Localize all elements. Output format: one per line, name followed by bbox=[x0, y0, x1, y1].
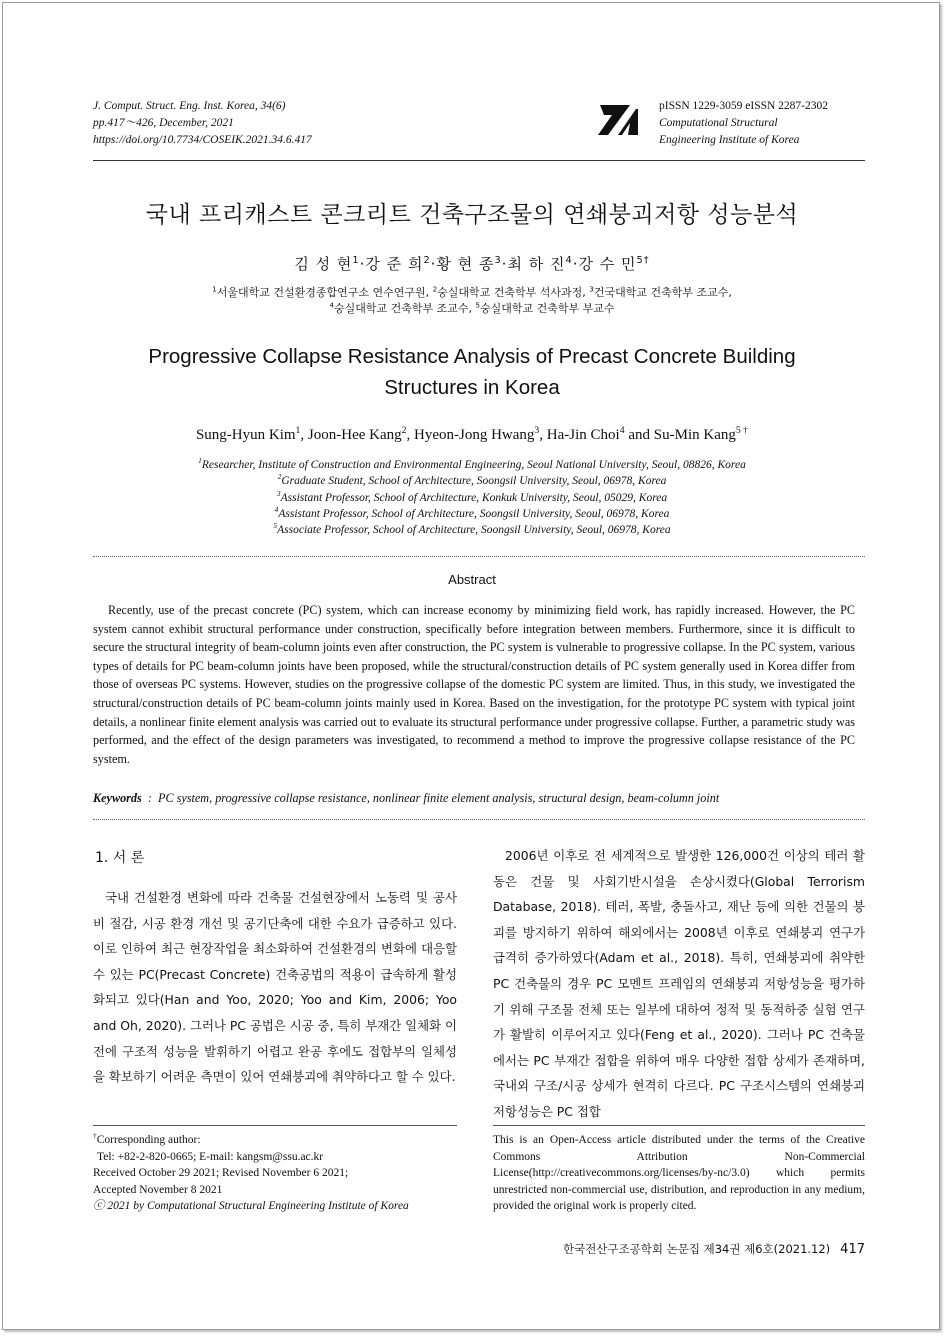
affil-mark: 4 bbox=[329, 300, 334, 310]
korean-affiliation: 숭실대학교 건축학부 부교수 bbox=[480, 302, 615, 315]
author-separator: · bbox=[359, 255, 366, 273]
author-footnote bbox=[93, 1132, 457, 1215]
english-affiliation bbox=[3, 490, 941, 506]
affil-mark: 2 bbox=[277, 472, 282, 482]
society-header bbox=[659, 98, 828, 149]
korean-affiliation: 서울대학교 건설환경종합연구소 연수연구원, bbox=[216, 286, 433, 299]
affil-mark: 1 bbox=[212, 284, 217, 294]
keywords-separator: : bbox=[141, 791, 158, 805]
author-affil-mark: 1 bbox=[352, 255, 360, 266]
keywords-label: Keywords bbox=[93, 791, 142, 805]
footer-journal: 한국전산구조공학회 논문집 제34권 제6호(2021.12) bbox=[562, 1242, 831, 1256]
english-affiliation-text: Assistant Professor, School of Architecture, Soongsil University, Seoul, 06978, Korea bbox=[278, 507, 670, 520]
author-affil-mark: 2 bbox=[401, 425, 407, 436]
english-affiliation-text: Graduate Student, School of Architecture, Soongsil University, Seoul, 06978, Korea bbox=[281, 475, 667, 488]
korean-author-name: 김 성 현 bbox=[294, 255, 353, 273]
english-title-line-1: Progressive Collapse Resistance Analysis of Precast Concrete Building bbox=[148, 345, 796, 368]
page-range: pp.417～426, December, 2021 bbox=[93, 117, 234, 129]
korean-affiliation: 숭실대학교 건축학부 석사과정, bbox=[437, 286, 590, 299]
english-title bbox=[63, 341, 881, 403]
abstract-top-rule bbox=[93, 556, 865, 557]
author-affil-mark: 4 bbox=[565, 255, 573, 266]
doi-link[interactable]: https://doi.org/10.7734/COSEIK.2021.34.6.417 bbox=[93, 134, 312, 146]
author-separator: · bbox=[572, 255, 579, 273]
author-separator: · bbox=[430, 255, 437, 273]
english-author-name: Hyeon-Jong Hwang bbox=[414, 427, 535, 443]
coseik-logo-icon bbox=[596, 103, 640, 137]
english-affiliation-text: Researcher, Institute of Construction and Environmental Engineering, Seoul National University, Seoul, 08826, Korea bbox=[201, 459, 746, 471]
english-affiliation bbox=[3, 522, 941, 538]
journal-citation: J. Comput. Struct. Eng. Inst. Korea, 34(6) bbox=[93, 100, 286, 112]
affil-mark: 2 bbox=[432, 284, 438, 294]
author-affil-mark: 5† bbox=[636, 255, 650, 266]
society-name-2: Engineering Institute of Korea bbox=[659, 134, 800, 146]
copyright: ⓒ 2021 by Computational Structural Engineering Institute of Korea bbox=[93, 1200, 409, 1212]
paper-page bbox=[2, 2, 940, 1330]
korean-affiliations bbox=[3, 285, 941, 317]
korean-author-name: 강 준 희 bbox=[365, 255, 424, 273]
author-affil-mark: 3 bbox=[494, 255, 502, 266]
keywords-text: PC system, progressive collapse resistance, nonlinear finite element analysis, structural design, beam-column joint bbox=[158, 791, 720, 805]
author-separator: , bbox=[539, 427, 547, 443]
page-footer bbox=[503, 1241, 865, 1257]
abstract-heading: Abstract bbox=[448, 572, 496, 587]
affil-mark: 1 bbox=[198, 456, 202, 466]
society-name-1: Computational Structural bbox=[659, 117, 778, 129]
english-title-line-2: Structures in Korea bbox=[384, 376, 560, 399]
footnote-rule-right bbox=[493, 1125, 865, 1126]
footnote-rule-left bbox=[93, 1125, 457, 1126]
dagger-mark: † bbox=[93, 1131, 97, 1141]
korean-affiliation: 건국대학교 건축학부 조교수, bbox=[593, 286, 732, 299]
contact-info: Tel: +82-2-820-0665; E-mail: kangsm@ssu.ac.kr bbox=[97, 1150, 324, 1163]
author-separator: · bbox=[501, 255, 508, 273]
english-affiliation-text: Assistant Professor, School of Architecture, Konkuk University, Seoul, 05029, Korea bbox=[280, 491, 668, 504]
header-rule bbox=[93, 160, 865, 161]
affil-mark: 4 bbox=[274, 505, 279, 515]
author-separator: and bbox=[624, 427, 654, 443]
keywords bbox=[93, 791, 865, 806]
affil-mark: 5 bbox=[273, 521, 278, 531]
korean-affiliation: 숭실대학교 건축학부 조교수, bbox=[333, 302, 476, 315]
page-number: 417 bbox=[840, 1242, 865, 1257]
author-affil-mark: 3 bbox=[534, 425, 540, 436]
abstract-text: Recently, use of the precast concrete (PC) system, which can increase economy by minimizing field work, has rapidly increased. However, the PC system cannot exhibit structural performance under construction, specifically before integration between members. Furthermore, since it is difficult to secure the structural integrity of beam-column joints even after construction, the PC system is vulnerable to progressive collapse. In the PC system, various types of details for PC beam-column joints have been proposed, while the structural/construction details of PC system generally used in Korea differ from those of overseas PC systems. However, studies on the progressive collapse of the domestic PC system are limited. Thus, in this study, we investigated the structural/construction details of PC beam-column joints mainly used in Korea. Based on the investigation, for the prototype PC system with typical joint details, a nonlinear finite element analysis was carried out to evaluate its structural performance under progressive collapse. Further, a parametric study was performed, and the effect of the design parameters was investigated, to recommend a method to improve the progressive collapse resistance of the PC system. bbox=[93, 603, 855, 766]
english-affiliations bbox=[3, 457, 941, 538]
corresponding-author: †Corresponding author: bbox=[93, 1131, 201, 1146]
keywords-bottom-rule bbox=[93, 819, 865, 820]
english-author-name: Joon-Hee Kang bbox=[307, 427, 402, 443]
korean-affiliation-line-1 bbox=[3, 285, 941, 301]
journal-header bbox=[93, 98, 312, 149]
korean-authors bbox=[3, 253, 941, 274]
english-author-name: Sung-Hyun Kim bbox=[195, 427, 296, 443]
received-date: Received October 29 2021; Revised November 6 2021; bbox=[93, 1167, 349, 1179]
author-affil-mark: 2 bbox=[423, 255, 431, 266]
english-author-name: Su-Min Kang bbox=[653, 427, 736, 443]
korean-title: 국내 프리캐스트 콘크리트 건축구조물의 연쇄붕괴저항 성능분석 bbox=[145, 202, 799, 228]
affil-mark: 3 bbox=[589, 284, 594, 294]
english-authors bbox=[3, 427, 941, 444]
author-affil-mark: 4 bbox=[619, 425, 625, 436]
intro-right-column: 2006년 이후로 전 세계적으로 발생한 126,000건 이상의 테러 활동은 건물 및 사회기반시설을 손상시켰다(Global Terrorism Database, 2018). 테러, 폭발, 충돌사고, 재난 등에 의한 건물의 붕괴를 방지하기 위하여 해외에서는 2008년 이후로 연쇄붕괴 연구가 급격히 증가하였다(Adam et al., 2018). 특히, 연쇄붕괴에 취약한 PC 건축물의 경우 PC 모멘트 프레임의 연쇄붕괴 저항성능을 평가하기 위해 구조물 전체 또는 일부에 대하여 정적 및 동적하중 실험 연구가 활발히 이루어지고 있다(Feng et al., 2020). 그러나 PC 건축물에서는 PC 부재간 접합을 위하여 매우 다양한 접합 상세가 존재하며, 국내외 구조/시공 상세가 현격히 다르다. PC 구조시스템의 연쇄붕괴 저항성능은 PC 접합 bbox=[493, 848, 865, 1119]
affil-mark: 3 bbox=[276, 488, 281, 498]
author-separator: , bbox=[406, 427, 415, 443]
intro-left-column: 국내 건설환경 변화에 따라 건축물 건설현장에서 노동력 및 공사비 절감, 시공 환경 개선 및 공기단축에 대한 수요가 급증하고 있다. 이로 인하여 최근 현장작업을 최소화하여 건설환경의 변화에 대응할 수 있는 PC(Precast Concrete) 건축공법의 적용이 급속하게 활성화되고 있다(Han and Yoo, 2020; Yoo and Kim, 2006; Yoo and Oh, 2020). 그러나 PC 공법은 시공 중, 특히 부재간 일체화 이전에 구조적 성능을 발휘하기 어렵고 완공 후에도 접합부의 일체성을 확보하기 어려운 측면이 있어 연쇄붕괴에 취약하다고 할 수 있다. bbox=[93, 890, 457, 1085]
author-separator: , bbox=[300, 427, 308, 443]
korean-author-name: 강 수 민 bbox=[578, 255, 637, 273]
license-note: This is an Open-Access article distributed under the terms of the Creative Commons Attribution Non-Commercial License(http://creativecommons.org/licenses/by-nc/3.0) which permits unrestricted non-commercial use, distribution, and reproduction in any medium, provided the original work is properly cited. bbox=[493, 1134, 865, 1212]
affil-mark: 5 bbox=[475, 300, 481, 310]
english-affiliation bbox=[3, 473, 941, 489]
korean-author-name: 황 현 종 bbox=[436, 255, 495, 273]
section-heading: 1. 서 론 bbox=[95, 850, 145, 866]
issn: pISSN 1229-3059 eISSN 2287-2302 bbox=[659, 100, 828, 112]
korean-affiliation-line-2 bbox=[3, 301, 941, 317]
korean-author-name: 최 하 진 bbox=[507, 255, 566, 273]
author-affil-mark: 1 bbox=[295, 425, 301, 436]
english-author-name: Ha-Jin Choi bbox=[546, 427, 620, 443]
english-affiliation bbox=[3, 457, 941, 473]
english-affiliation-text: Associate Professor, School of Architecture, Soongsil University, Seoul, 06978, Korea bbox=[277, 524, 671, 537]
author-affil-mark: 5 † bbox=[735, 425, 749, 436]
accepted-date: Accepted November 8 2021 bbox=[93, 1183, 223, 1196]
english-affiliation bbox=[3, 506, 941, 522]
